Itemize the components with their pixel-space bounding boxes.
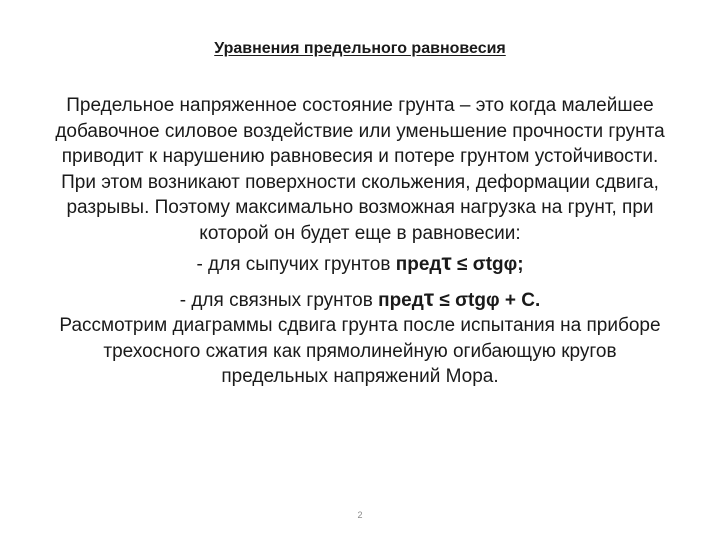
closing-line: предельных напряжений Мора. (221, 366, 499, 387)
page-number: 2 (357, 510, 363, 520)
formula-granular-rest: ≤ σtgφ; (451, 254, 524, 275)
paragraph-line: разрывы. Поэтому максимально возможная нагрузка на грунт, при (66, 197, 654, 218)
paragraph-line: добавочное силовое воздействие или уменьшение прочности грунта (55, 120, 665, 142)
formula-cohesive-subscript: пред (378, 289, 424, 311)
closing-line: трехосного сжатия как прямолинейную огибающую кругов (103, 340, 617, 362)
formula-cohesive-soils (20, 286, 700, 314)
formula-granular-tau: τ (441, 249, 452, 275)
paragraph-line: которой он будет еще в равновесии: (199, 222, 521, 244)
closing-line: Рассмотрим диаграммы сдвига грунта после испытания на приборе (59, 315, 661, 336)
paragraph-line: При этом возникают поверхности скольжения, деформации сдвига, (61, 171, 659, 193)
formula-cohesive-tau: τ (423, 284, 435, 311)
formula-granular-prefix: - для сыпучих грунтов (196, 254, 396, 275)
slide-title: Уравнения предельного равновесия (214, 40, 506, 57)
formula-granular-soils (20, 250, 700, 278)
slide-body (20, 93, 700, 390)
formula-cohesive-prefix: - для связных грунтов (179, 289, 379, 311)
paragraph-line: Предельное напряженное состояние грунта – это когда малейшее (66, 95, 654, 116)
formula-granular-subscript: пред (395, 254, 442, 275)
paragraph-line: приводит к нарушению равновесия и потере грунтом устойчивости. (61, 146, 659, 167)
formula-cohesive-rest: ≤ σtgφ + C. (434, 289, 541, 311)
